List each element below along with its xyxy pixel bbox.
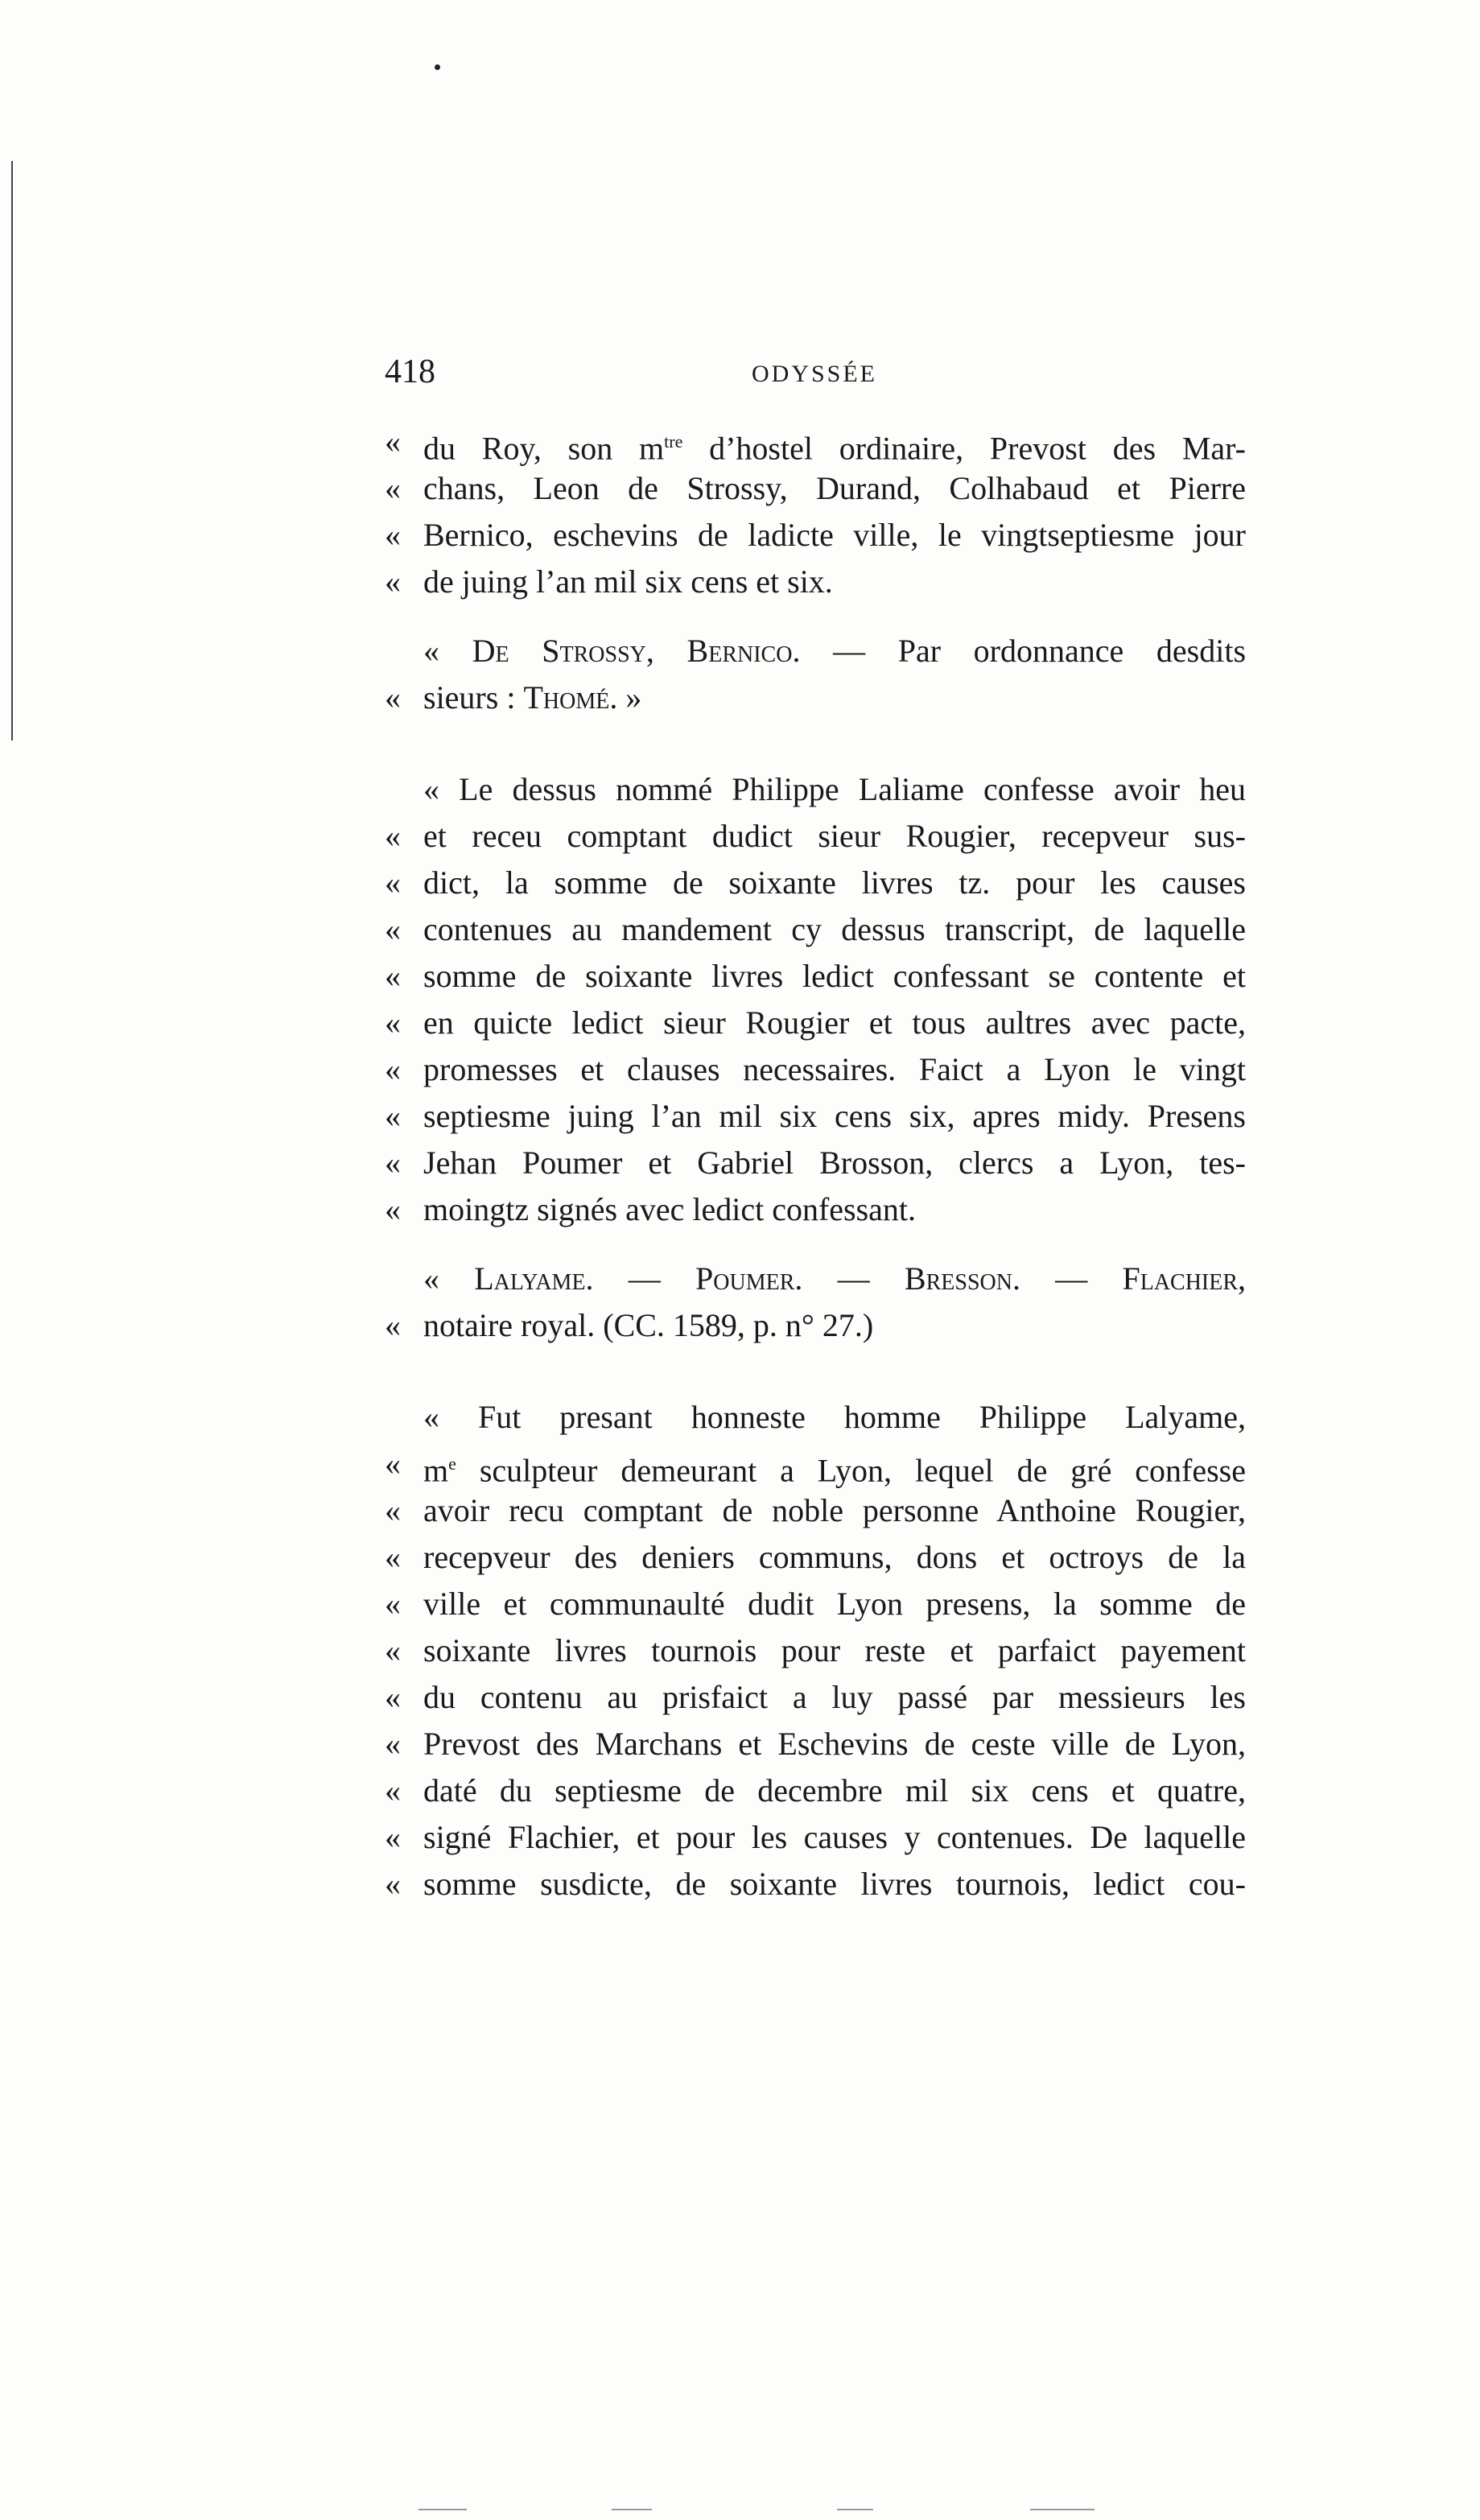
running-title: ODYSSÉE <box>751 361 877 387</box>
text-line <box>385 906 1246 953</box>
line-text: Prevost des Marchans et Eschevins de ceste ville de Lyon, <box>423 1726 1246 1762</box>
line-text: soixante livres tournois pour reste et parfaict payement <box>423 1632 1246 1668</box>
quote-mark: « <box>385 1098 401 1134</box>
line-text: notaire royal. (CC. 1589, p. n° 27.) <box>423 1307 874 1343</box>
scan-edge-line <box>11 161 13 740</box>
line-text: dict, la somme de soixante livres tz. pour les causes <box>423 864 1246 901</box>
line-text: somme de soixante livres ledict confessant se contente et <box>423 958 1246 994</box>
quote-mark: « <box>385 563 401 600</box>
quote-mark: « <box>385 1772 401 1809</box>
quote-mark: « <box>385 864 401 901</box>
line-text: Jehan Poumer et Gabriel Brosson, clercs a Lyon, tes- <box>423 1145 1246 1181</box>
text-line <box>385 1861 1246 1908</box>
quote-mark: « <box>385 1307 401 1343</box>
line-text: somme susdicte, de soixante livres tournois, ledict cou- <box>423 1866 1246 1902</box>
line-text: sieurs : Thomé. » <box>423 679 642 716</box>
text-line <box>385 1814 1246 1861</box>
text-line <box>385 1140 1246 1186</box>
line-text: « Le dessus nommé Philippe Laliame confesse avoir heu <box>423 771 1246 807</box>
quote-mark: « <box>385 1539 401 1575</box>
line-text: chans, Leon de Strossy, Durand, Colhabaud et Pierre <box>423 470 1246 506</box>
text-line <box>385 674 1246 721</box>
line-text: « Fut presant honneste homme Philippe Lalyame, <box>423 1399 1246 1435</box>
text-line <box>385 1093 1246 1140</box>
text-line <box>385 1721 1246 1767</box>
text-line <box>385 1767 1246 1814</box>
quote-mark: « <box>385 958 401 994</box>
text-line <box>385 559 1246 605</box>
text-line <box>385 1581 1246 1627</box>
quote-mark: « <box>385 1446 401 1482</box>
line-text: du Roy, son $m^{tre}$ d’hostel ordinaire, Prevost des Mar- <box>423 430 1246 467</box>
line-text: « De Strossy, Bernico. — Par ordonnance desdits <box>423 633 1247 669</box>
quote-mark: « <box>385 1051 401 1087</box>
text-line <box>385 628 1246 674</box>
quote-mark: « <box>385 517 401 553</box>
quote-mark: « <box>385 1819 401 1855</box>
text-line <box>385 419 1246 465</box>
text-line <box>385 1000 1246 1046</box>
line-text: et receu comptant dudict sieur Rougier, recepveur sus- <box>423 818 1246 854</box>
line-text: avoir recu comptant de noble personne Anthoine Rougier, <box>423 1492 1246 1528</box>
text-line <box>385 465 1246 512</box>
quote-mark: « <box>385 1492 401 1528</box>
quote-mark: « <box>385 1145 401 1181</box>
page-header <box>385 353 1244 398</box>
text-line <box>385 813 1246 860</box>
text-line <box>385 1674 1246 1721</box>
text-line <box>385 1046 1246 1093</box>
line-text: contenues au mandement cy dessus transcript, de laquelle <box>423 911 1246 947</box>
line-text: septiesme juing l’an mil six cens six, apres midy. Presens <box>423 1098 1246 1134</box>
text-line <box>385 1256 1246 1302</box>
text-line <box>385 860 1246 906</box>
text-line <box>385 1441 1246 1487</box>
line-text: en quicte ledict sieur Rougier et tous aultres avec pacte, <box>423 1004 1246 1041</box>
text-line <box>385 1186 1246 1233</box>
text-line <box>385 766 1246 813</box>
quote-mark: « <box>385 818 401 854</box>
text-line <box>385 512 1246 559</box>
line-text: promesses et clauses necessaires. Faict a Lyon le vingt <box>423 1051 1246 1087</box>
quote-mark: « <box>385 1679 401 1715</box>
line-text: daté du septiesme de decembre mil six cens et quatre, <box>423 1772 1246 1809</box>
quote-mark: « <box>385 423 401 460</box>
line-text: moingtz signés avec ledict confessant. <box>423 1191 917 1227</box>
quote-mark: « <box>385 1632 401 1668</box>
bottom-scan-marks <box>0 2509 1480 2512</box>
line-text: recepveur des deniers communs, dons et octroys de la <box>423 1539 1246 1575</box>
line-text: $m^e$ sculpteur demeurant a Lyon, lequel de gré confesse <box>423 1452 1246 1489</box>
text-line <box>385 1302 1246 1349</box>
line-text: « Lalyame. — Poumer. — Bresson. — Flachier, <box>423 1260 1247 1297</box>
quote-mark: « <box>385 1586 401 1622</box>
line-text: du contenu au prisfaict a luy passé par messieurs les <box>423 1679 1246 1715</box>
quote-mark: « <box>385 1726 401 1762</box>
quote-mark: « <box>385 1191 401 1227</box>
line-text: de juing l’an mil six cens et six. <box>423 563 833 600</box>
line-text: ville et communaulté dudit Lyon presens, la somme de <box>423 1586 1246 1622</box>
line-text: Bernico, eschevins de ladicte ville, le vingtseptiesme jour <box>423 517 1246 553</box>
text-line <box>385 1487 1246 1534</box>
text-line <box>385 1394 1246 1441</box>
line-text: signé Flachier, et pour les causes y contenues. De laquelle <box>423 1819 1246 1855</box>
text-line <box>385 953 1246 1000</box>
ink-speck <box>435 64 440 70</box>
page-number: 418 <box>385 353 435 390</box>
quote-mark: « <box>385 1004 401 1041</box>
quote-mark: « <box>385 470 401 506</box>
quote-mark: « <box>385 911 401 947</box>
text-line <box>385 1627 1246 1674</box>
quote-mark: « <box>385 679 401 716</box>
quote-mark: « <box>385 1866 401 1902</box>
text-line <box>385 1534 1246 1581</box>
